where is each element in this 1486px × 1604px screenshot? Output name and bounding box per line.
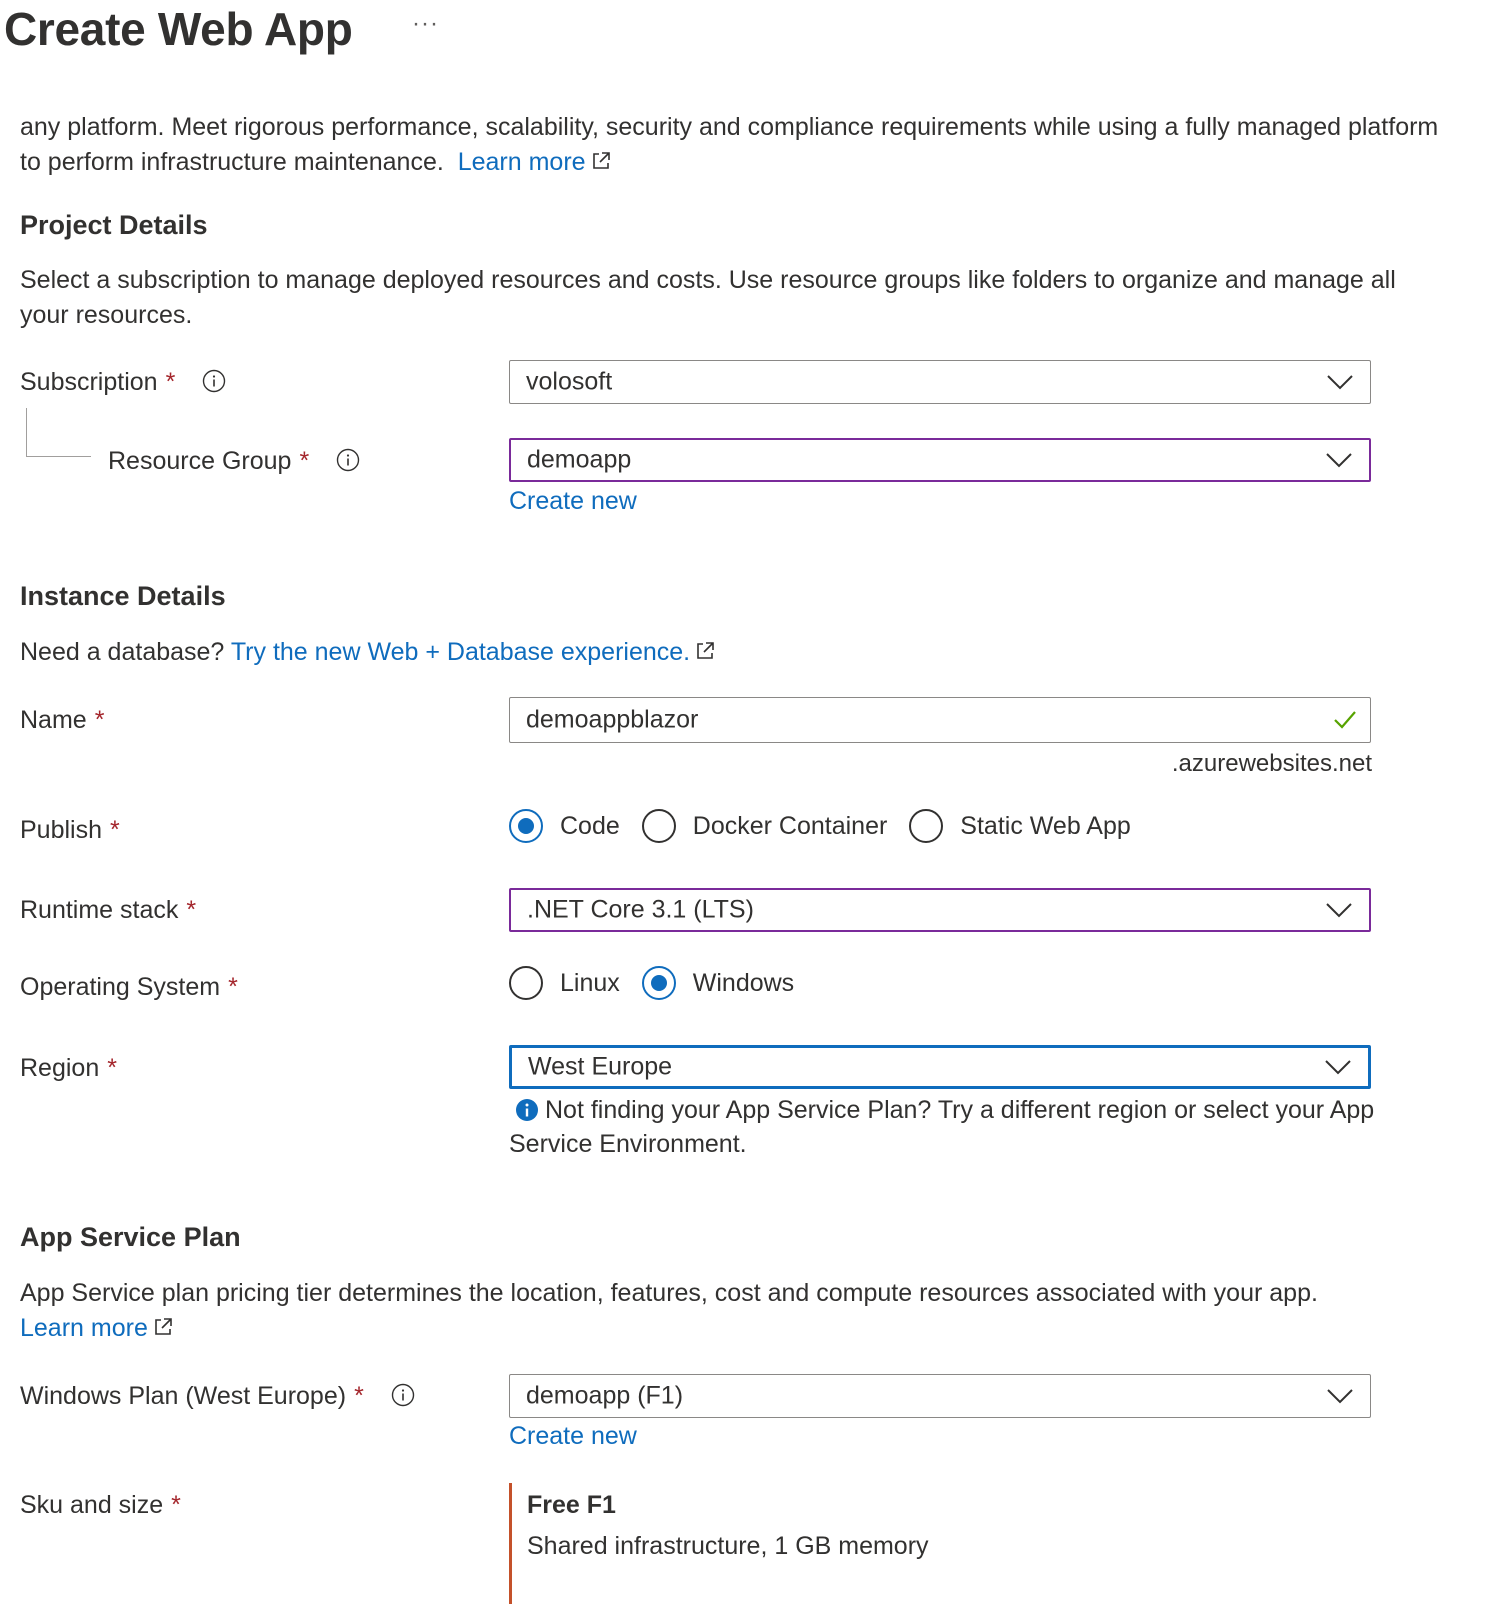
subscription-dropdown[interactable]: [509, 360, 1371, 404]
required-marker: *: [354, 1382, 364, 1410]
resource-group-value: demoapp: [527, 445, 632, 474]
app-service-plan-description: App Service plan pricing tier determines the location, features, cost and compute resources associated with your app. Learn more: [20, 1279, 1318, 1342]
intro-description: any platform. Meet rigorous performance, scalability, security and compliance requirements while using a fully managed platform to perform infrastructure maintenance.: [20, 113, 1439, 176]
os-option-linux[interactable]: Linux: [509, 966, 620, 1000]
publish-label: Publish *: [20, 816, 120, 844]
region-label: Region *: [20, 1054, 117, 1082]
required-marker: *: [171, 1491, 181, 1519]
radio-button[interactable]: [509, 966, 543, 1000]
sku-size-label: Sku and size *: [20, 1491, 181, 1519]
resource-group-label: Resource Group *: [108, 447, 360, 476]
required-marker: *: [110, 816, 120, 844]
web-database-link[interactable]: Try the new Web + Database experience.: [231, 638, 716, 666]
chevron-down-icon: [1325, 452, 1353, 468]
sku-description: Shared infrastructure, 1 GB memory: [527, 1532, 929, 1560]
info-icon[interactable]: [336, 448, 360, 472]
resource-group-dropdown[interactable]: [509, 438, 1371, 482]
chevron-down-icon: [1325, 902, 1353, 918]
required-marker: *: [165, 368, 176, 396]
external-link-icon: [694, 640, 716, 662]
radio-button[interactable]: [642, 809, 676, 843]
name-value: demoappblazor: [526, 705, 699, 734]
runtime-stack-value: .NET Core 3.1 (LTS): [527, 895, 754, 924]
app-service-plan-header: App Service Plan: [20, 1222, 241, 1252]
os-option-windows[interactable]: Windows: [642, 966, 794, 1000]
required-marker: *: [94, 706, 105, 734]
database-prompt: Need a database? Try the new Web + Database experience.: [20, 635, 1440, 670]
info-icon[interactable]: [391, 1383, 415, 1407]
operating-system-label: Operating System *: [20, 973, 238, 1001]
external-link-icon: [152, 1316, 174, 1338]
learn-more-link[interactable]: Learn more: [20, 1314, 174, 1342]
required-marker: *: [186, 896, 197, 924]
chevron-down-icon: [1326, 374, 1354, 390]
tree-connector: [26, 408, 91, 457]
subscription-value: volosoft: [526, 367, 613, 396]
name-label: Name *: [20, 706, 105, 734]
radio-button[interactable]: [909, 809, 943, 843]
sku-title: Free F1: [527, 1491, 616, 1519]
region-info-message: Not finding your App Service Plan? Try a different region or select your App Service Environment.: [509, 1096, 1375, 1158]
create-new-plan-link[interactable]: Create new: [509, 1422, 637, 1450]
radio-button-checked[interactable]: [509, 809, 543, 843]
info-icon: [515, 1098, 539, 1122]
publish-option-docker[interactable]: Docker Container: [642, 809, 888, 843]
region-value: West Europe: [528, 1052, 673, 1081]
sku-summary: [509, 1483, 1209, 1604]
learn-more-link[interactable]: Learn more: [458, 148, 612, 176]
page-title: Create Web App: [4, 3, 353, 55]
windows-plan-value: demoapp (F1): [526, 1381, 684, 1410]
required-marker: *: [228, 973, 238, 1001]
required-marker: *: [107, 1054, 117, 1082]
required-marker: *: [299, 447, 310, 475]
publish-option-code[interactable]: Code: [509, 809, 620, 843]
runtime-stack-label: Runtime stack *: [20, 896, 197, 924]
os-radio-group: [509, 963, 816, 1003]
windows-plan-dropdown[interactable]: [509, 1374, 1371, 1418]
chevron-down-icon: [1324, 1059, 1352, 1075]
intro-text: [20, 110, 1440, 180]
region-dropdown[interactable]: [509, 1045, 1371, 1089]
subscription-label: Subscription *: [20, 368, 226, 397]
instance-details-header: Instance Details: [20, 581, 226, 611]
name-input[interactable]: [509, 697, 1371, 743]
publish-radio-group: [509, 806, 1153, 846]
domain-suffix: .azurewebsites.net: [1171, 750, 1372, 777]
external-link-icon: [590, 150, 612, 172]
check-icon: [1332, 709, 1358, 731]
radio-button-checked[interactable]: [642, 966, 676, 1000]
more-options-button[interactable]: ···: [412, 10, 439, 37]
project-details-header: Project Details: [20, 210, 208, 240]
info-icon[interactable]: [202, 369, 226, 393]
chevron-down-icon: [1326, 1388, 1354, 1404]
publish-option-static[interactable]: Static Web App: [909, 809, 1130, 843]
windows-plan-label: Windows Plan (West Europe) *: [20, 1382, 415, 1411]
project-details-description: Select a subscription to manage deployed resources and costs. Use resource groups like folders to organize and manage all your resources.: [20, 266, 1396, 329]
runtime-stack-dropdown[interactable]: [509, 888, 1371, 932]
create-new-resource-group-link[interactable]: Create new: [509, 487, 637, 515]
